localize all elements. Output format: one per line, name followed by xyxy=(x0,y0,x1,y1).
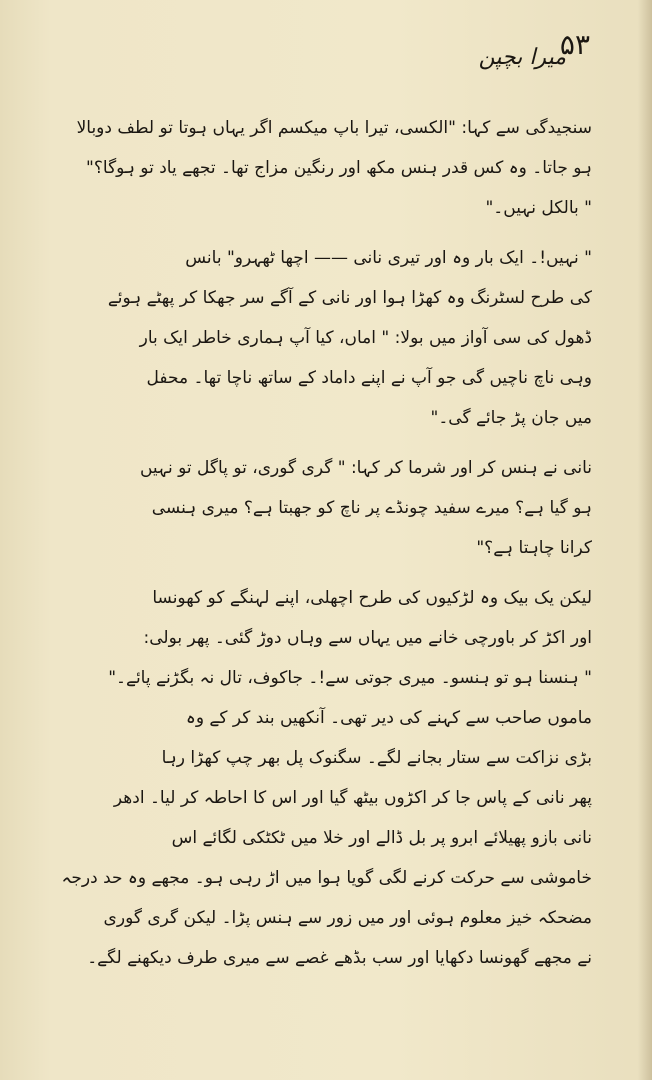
text-line: پھر نانی کے پاس جا کر اکڑوں بیٹھ گیا اور اس کا احاطہ کر لیا۔ ادھر xyxy=(113,788,592,808)
page-edge-shadow xyxy=(638,0,652,1080)
text-line: کرانا چاہتا ہے؟" xyxy=(476,538,592,558)
text-line: وہی ناچ ناچیں گی جو آپ نے اپنے داماد کے ساتھ ناچا تھا۔ محفل xyxy=(146,368,592,388)
paragraph-2 xyxy=(44,238,592,438)
text-line: لیکن یک بیک وہ لڑکیوں کی طرح اچھلی، اپنے لہنگے کو کھونسا xyxy=(152,588,592,608)
paragraph-3 xyxy=(44,448,592,568)
paragraph-1 xyxy=(44,108,592,228)
page-number: ۵۳ xyxy=(559,28,590,61)
text-line: " بالکل نہیں۔" xyxy=(485,198,592,218)
text-line: نے مجھے گھونسا دکھایا اور سب بڈھے غصے سے میری طرف دیکھنے لگے۔ xyxy=(87,948,592,968)
paragraph-4 xyxy=(44,578,592,978)
text-line: میں جان پڑ جائے گی۔" xyxy=(430,408,592,428)
body-text xyxy=(44,108,592,988)
text-line: " نہیں!۔ ایک بار وہ اور تیری نانی —— اچھا ٹھہرو" بانس xyxy=(185,248,592,268)
text-line: بڑی نزاکت سے ستار بجانے لگے۔ سگنوک پل بھر چپ کھڑا رہا xyxy=(161,748,592,768)
text-line: کی طرح لسٹرنگ وہ کھڑا ہوا اور نانی کے آگے سر جھکا کر پھٹے ہوئے xyxy=(107,288,592,308)
text-line: ہو جاتا۔ وہ کس قدر ہنس مکھ اور رنگین مزاج تھا۔ تجھے یاد تو ہوگا؟" xyxy=(86,158,592,178)
text-line: سنجیدگی سے کہا: "الکسی، تیرا باپ میکسم اگر یہاں ہوتا تو لطف دوبالا xyxy=(76,118,592,138)
text-line: نانی بازو پھیلائے ابرو پر بل ڈالے اور خلا میں ٹکٹکی لگائے اس xyxy=(171,828,592,848)
text-line: ماموں صاحب سے کہنے کی دیر تھی۔ آنکھیں بند کر کے وہ xyxy=(185,708,592,728)
text-line: " ہنسنا ہو تو ہنسو۔ میری جوتی سے!۔ جاکوف، تال نہ بگڑنے پائے۔" xyxy=(108,668,592,688)
text-line: ڈھول کی سی آواز میں بولا: " اماں، کیا آپ ہماری خاطر ایک بار xyxy=(139,328,592,348)
text-line: نانی نے ہنس کر اور شرما کر کہا: " گری گوری، تو پاگل تو نہیں xyxy=(139,458,592,478)
text-line: ہو گیا ہے؟ میرے سفید چونڈے پر ناچ کو جھبتا ہے؟ میری ہنسی xyxy=(151,498,592,518)
text-line: خاموشی سے حرکت کرنے لگی گویا ہوا میں اڑ رہی ہو۔ مجھے وہ حد درجہ xyxy=(61,868,592,888)
running-title: میرا بچپن xyxy=(478,45,566,70)
text-line: اور اکڑ کر باورچی خانے میں یہاں سے وہاں دوڑ گئی۔ پھر بولی: xyxy=(143,628,592,648)
text-line: مضحکہ خیز معلوم ہوئی اور میں زور سے ہنس پڑا۔ لیکن گری گوری xyxy=(103,908,592,928)
